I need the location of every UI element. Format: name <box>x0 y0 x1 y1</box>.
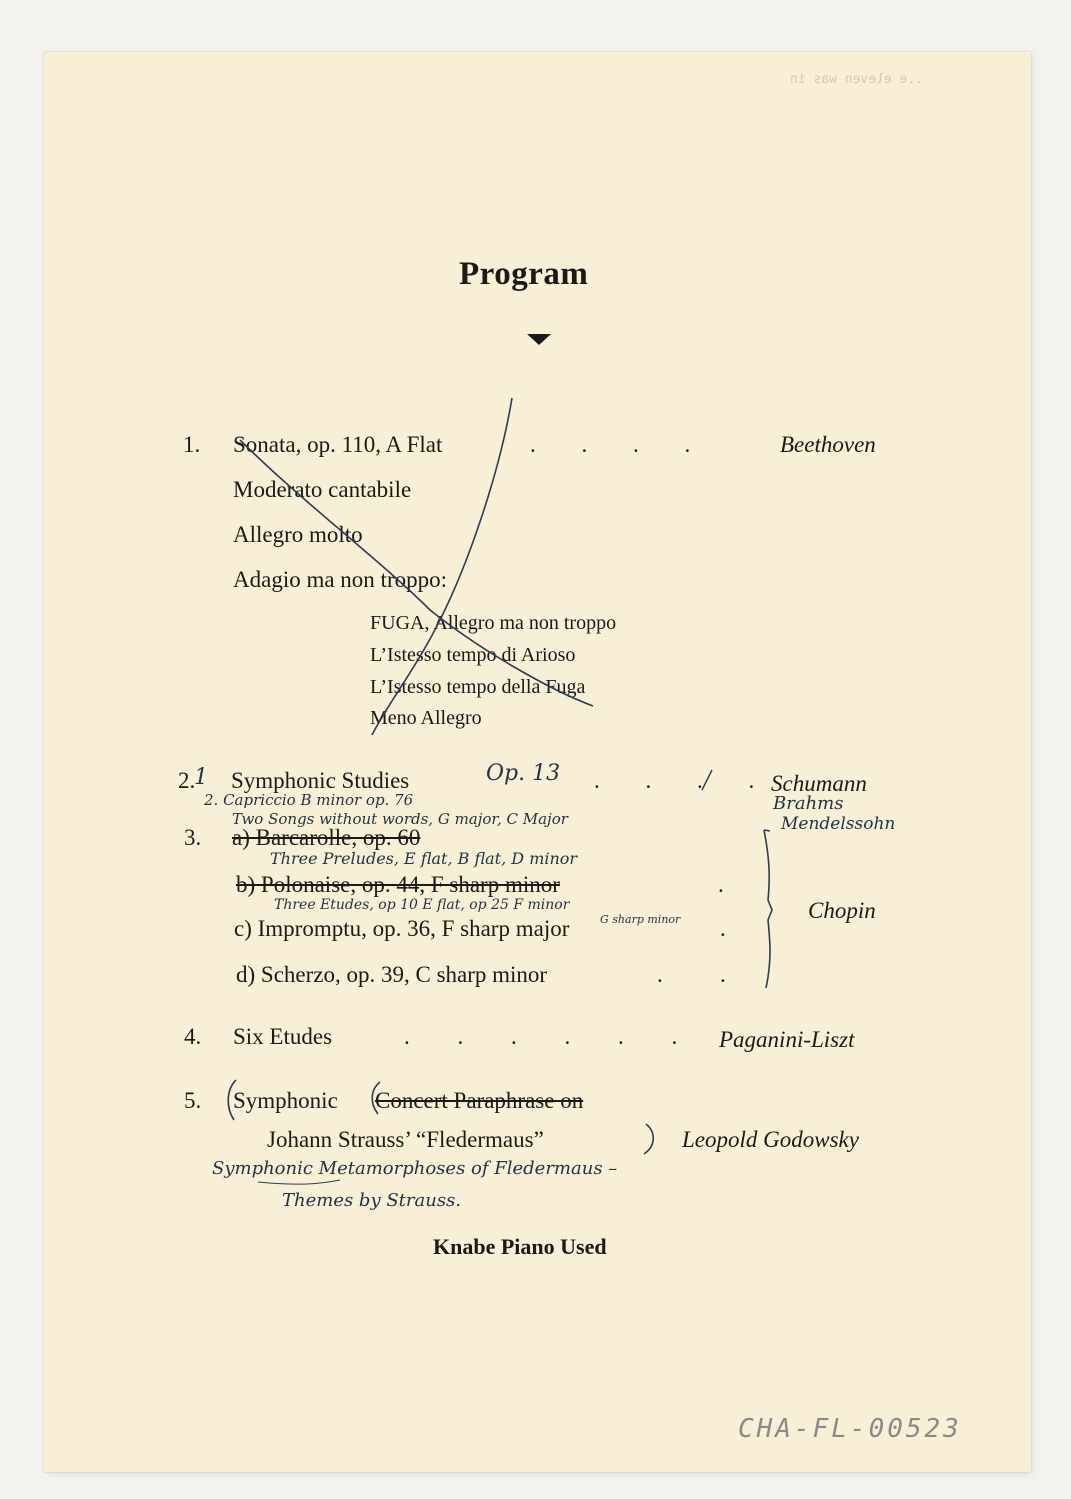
item5-line1a: Symphonic <box>233 1088 338 1113</box>
item3-dot: . <box>718 872 724 897</box>
item3-number: 3. <box>184 825 202 850</box>
item3-d: d) Scherzo, op. 39, C sharp minor <box>236 962 548 987</box>
item2-title: Symphonic Studies <box>231 768 410 793</box>
item1-submovement: L’Istesso tempo di Arioso <box>370 644 576 666</box>
handwritten-capriccio: 2. Capriccio B minor op. 76 <box>204 791 414 809</box>
item1-title: Sonata, op. 110, A Flat <box>233 432 443 457</box>
item1-submovement: FUGA, Allegro ma non troppo <box>370 612 617 634</box>
item1-movement: Moderato cantabile <box>233 477 412 502</box>
item3-composer: Chopin <box>808 898 876 923</box>
bleed-through-text: ..e eleven was in <box>790 72 924 87</box>
item2-dots: . . . . <box>594 768 755 793</box>
item5-handwritten-line1: Symphonic Metamorphoses of Fledermaus – <box>212 1158 618 1179</box>
item3-handwritten-a: Three Preludes, E flat, B flat, D minor <box>270 849 578 868</box>
paren-stroke <box>228 1080 236 1120</box>
item3-a: a) Barcarolle, op. 60 <box>232 825 421 850</box>
item2-handwritten-number: 1 <box>194 765 208 790</box>
brace-stroke <box>764 830 770 831</box>
item3-dot: . <box>720 916 726 941</box>
slash-stroke <box>702 770 712 790</box>
item4-title: Six Etudes <box>233 1024 333 1049</box>
item2-handwritten-opus: Op. 13 <box>486 761 561 786</box>
item4-composer: Paganini-Liszt <box>719 1027 855 1052</box>
item2-number: 2. <box>178 768 196 793</box>
item1-movement: Allegro molto <box>233 522 363 547</box>
paren-stroke <box>372 1082 380 1114</box>
brace-stroke <box>764 830 772 988</box>
item2-composer: Schumann <box>771 771 867 796</box>
item1-submovement: Meno Allegro <box>370 707 482 729</box>
item5-composer: Leopold Godowsky <box>682 1127 859 1152</box>
item3-c: c) Impromptu, op. 36, F sharp major <box>234 916 570 941</box>
catalog-number: CHA-FL-00523 <box>738 1414 962 1444</box>
page-title: Program <box>459 256 589 292</box>
item1-number: 1. <box>183 432 201 457</box>
item3-dot: . <box>720 962 726 987</box>
item5-line2: Johann Strauss’ “Fledermaus” <box>267 1127 544 1152</box>
handwritten-brahms: Brahms <box>773 793 844 814</box>
item3-handwritten-b: Three Etudes, op 10 E flat, op 25 F minor <box>274 897 570 913</box>
underline-stroke <box>258 1180 340 1184</box>
item5-handwritten-line2: Themes by Strauss. <box>282 1190 462 1211</box>
item4-number: 4. <box>184 1024 202 1049</box>
handwritten-mendelssohn: Mendelssohn <box>781 814 896 834</box>
item1-submovement: L’Istesso tempo della Fuga <box>370 676 586 698</box>
paren-stroke <box>644 1124 653 1154</box>
item4-dots: . . . . . . <box>404 1024 678 1049</box>
footer-piano: Knabe Piano Used <box>433 1234 607 1259</box>
item3-dot: . <box>657 962 663 987</box>
item1-dots: . . . . <box>530 432 691 457</box>
cross-out-stroke <box>372 398 512 735</box>
item1-composer: Beethoven <box>780 432 876 457</box>
item5-line1b: Concert Paraphrase on <box>375 1088 584 1113</box>
item1-movement: Adagio ma non troppo: <box>233 567 447 592</box>
item3-handwritten-b2: G sharp minor <box>600 913 681 926</box>
cross-out-stroke <box>240 440 593 706</box>
item5-number: 5. <box>184 1088 202 1113</box>
handwritten-two-songs: Two Songs without words, G major, C Major <box>232 810 568 828</box>
item3-b: b) Polonaise, op. 44, F sharp minor <box>236 872 560 897</box>
